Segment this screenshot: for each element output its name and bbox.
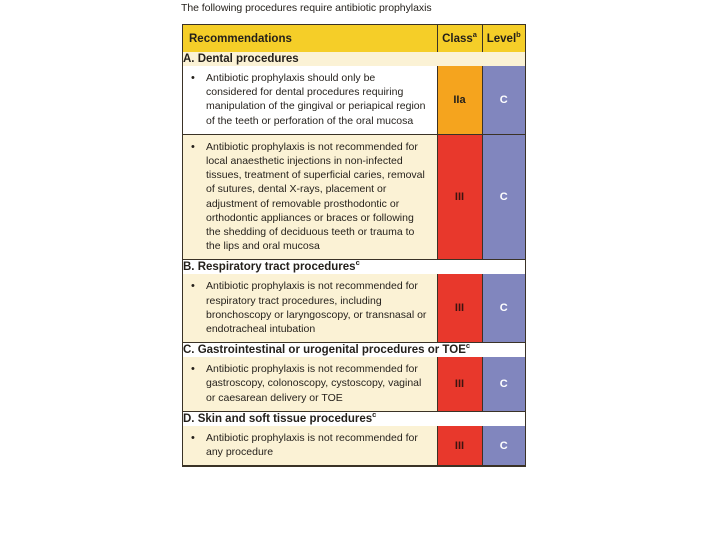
section-heading-label: D. Skin and soft tissue procedures (183, 412, 373, 425)
section-heading-label: C. Gastrointestinal or urogenital procedures or TOE (183, 344, 466, 357)
section-heading-row-d (183, 411, 525, 426)
section-heading-superscript: c (355, 258, 360, 268)
table-row (183, 274, 525, 342)
level-of-evidence-badge: C (482, 357, 525, 411)
column-header-class (437, 25, 482, 52)
section-heading-superscript: c (372, 410, 377, 420)
section-heading-label: A. Dental procedures (183, 53, 299, 65)
recommendations-table (183, 25, 525, 466)
level-of-evidence-badge: C (482, 274, 525, 342)
recommendation-text: Antibiotic prophylaxis should only be considered for dental procedures requiring manipulation of the gingival or periapical region of the teeth or perforation of the oral mucosa (206, 72, 426, 127)
section-heading-superscript: c (465, 341, 471, 351)
bullet-icon: • (191, 363, 195, 376)
recommendation-text: Antibiotic prophylaxis is not recommended for any procedure (206, 431, 418, 459)
recommendation-cell (183, 357, 437, 411)
table-row (183, 426, 525, 466)
section-heading-d (183, 411, 525, 426)
section-heading-c (183, 343, 525, 358)
table-row (183, 357, 525, 411)
bullet-icon: • (191, 72, 195, 84)
class-of-recommendation-badge: IIa (437, 66, 482, 134)
column-header-level-label: Level (486, 32, 517, 45)
bullet-icon: • (191, 140, 195, 153)
bullet-line (191, 362, 429, 405)
table-body (183, 52, 525, 466)
section-heading-b (183, 260, 525, 275)
column-header-class-label: Class (442, 32, 473, 45)
section-heading-row-c (183, 343, 525, 358)
table-caption: The following procedures require antibiotic prophylaxis (181, 2, 432, 14)
recommendation-cell (183, 274, 437, 342)
section-heading-row-b (183, 260, 525, 275)
level-of-evidence-badge: C (482, 134, 525, 260)
level-of-evidence-badge: C (482, 426, 525, 466)
recommendation-cell (183, 426, 437, 466)
bullet-line (191, 431, 429, 459)
column-header-recommendations: Recommendations (183, 25, 437, 52)
level-of-evidence-badge: C (482, 66, 525, 134)
recommendation-cell (183, 134, 437, 260)
bullet-line (191, 140, 429, 254)
section-heading-row-a (183, 52, 525, 66)
recommendation-cell (183, 66, 437, 134)
recommendation-text: Antibiotic prophylaxis is not recommended for respiratory tract procedures, including bronchoscopy or laryngoscopy, or transnasal or endotracheal intubation (206, 280, 427, 336)
table-row (183, 66, 525, 134)
bullet-line (191, 279, 429, 336)
class-of-recommendation-badge: III (437, 274, 482, 342)
section-heading-label: B. Respiratory tract procedures (183, 261, 356, 274)
bullet-line (191, 71, 429, 128)
class-of-recommendation-badge: III (437, 426, 482, 466)
table-header-row (183, 25, 525, 52)
class-of-recommendation-badge: III (437, 357, 482, 411)
column-header-class-superscript: a (472, 29, 477, 39)
recommendation-text: Antibiotic prophylaxis is not recommended for gastroscopy, colonoscopy, cystoscopy, vaginal or caesarean delivery or TOE (206, 363, 422, 404)
recommendation-text: Antibiotic prophylaxis is not recommended for local anaesthetic injections in non-infected tissues, treatment of superficial caries, removal of sutures, dental X-rays, placement or adjustment of removable prosthodontic or orthodontic appliances or braces or following the shedding of deciduous teeth or trauma to the lips and oral mucosa (206, 140, 425, 253)
recommendations-table-container (182, 24, 526, 467)
class-of-recommendation-badge: III (437, 134, 482, 260)
column-header-level (482, 25, 525, 52)
table-row (183, 134, 525, 260)
section-heading-a (183, 52, 525, 66)
column-header-level-superscript: b (516, 29, 521, 39)
bullet-icon: • (191, 431, 195, 444)
bullet-icon: • (191, 280, 195, 293)
